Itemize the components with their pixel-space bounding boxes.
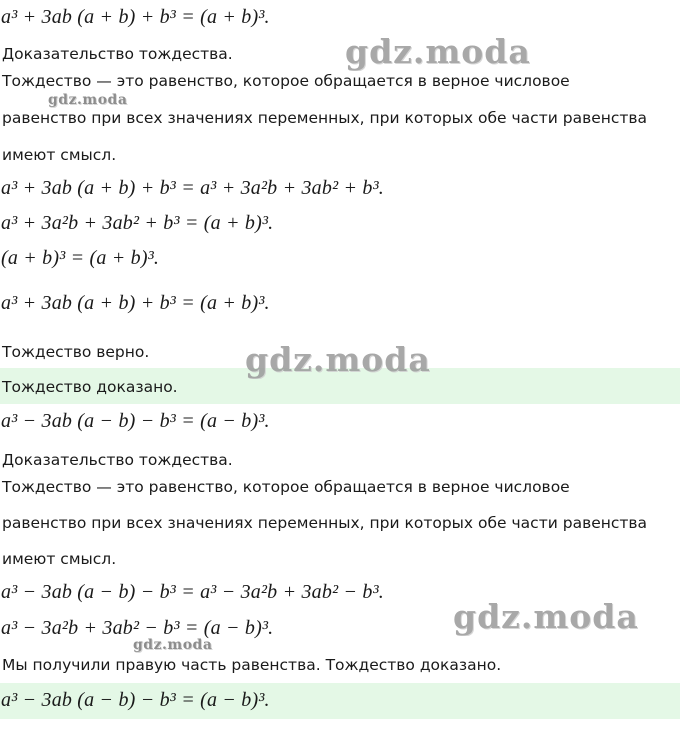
text-line: Доказательство тождества. [2, 451, 233, 469]
watermark-logo: gdz.moda [48, 92, 128, 108]
watermark-logo: gdz.moda [245, 340, 431, 379]
formula-line: a³ − 3ab (a − b) − b³ = a³ − 3a²b + 3ab² − b³. [1, 581, 384, 603]
text-line: Мы получили правую часть равенства. Тождество доказано. [2, 656, 502, 674]
text-line: равенство при всех значениях переменных, при которых обе части равенства [2, 109, 648, 127]
text-line: равенство при всех значениях переменных, при которых обе части равенства [2, 514, 648, 532]
formula-line: a³ + 3a²b + 3ab² + b³ = (a + b)³. [1, 212, 274, 234]
text-line: имеют смысл. [2, 550, 117, 568]
text-line: Доказательство тождества. [2, 45, 233, 63]
formula-line: a³ + 3ab (a + b) + b³ = (a + b)³. [1, 6, 270, 28]
formula-line: a³ + 3ab (a + b) + b³ = (a + b)³. [1, 292, 270, 314]
text-line: Тождество верно. [2, 343, 150, 361]
formula-line: a³ − 3ab (a − b) − b³ = (a − b)³. [1, 689, 270, 711]
watermark-logo: gdz.moda [133, 637, 213, 653]
formula-line: (a + b)³ = (a + b)³. [1, 247, 160, 269]
text-line: Тождество доказано. [2, 378, 178, 396]
watermark-logo: gdz.moda [453, 597, 639, 636]
text-line: имеют смысл. [2, 146, 117, 164]
formula-line: a³ + 3ab (a + b) + b³ = a³ + 3a²b + 3ab² + b³. [1, 177, 384, 199]
text-line: Тождество — это равенство, которое обращается в верное числовое [2, 72, 570, 90]
formula-line: a³ − 3ab (a − b) − b³ = (a − b)³. [1, 410, 270, 432]
formula-line: a³ − 3a²b + 3ab² − b³ = (a − b)³. [1, 617, 274, 639]
watermark-logo: gdz.moda [345, 32, 531, 71]
text-line: Тождество — это равенство, которое обращается в верное числовое [2, 478, 570, 496]
